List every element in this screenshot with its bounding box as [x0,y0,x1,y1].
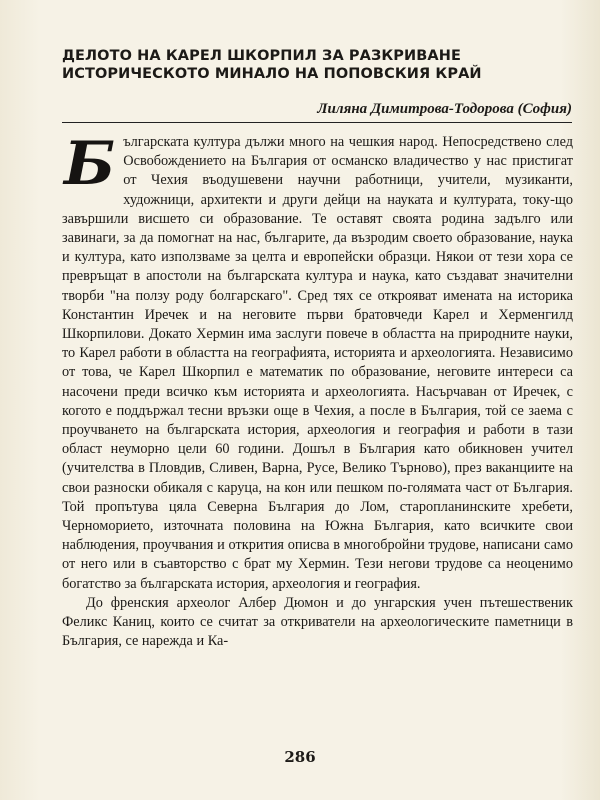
article-title [62,47,572,83]
drop-cap: Б [64,129,116,199]
paragraph-1-text: ългарската култура дължи много на чешкия народ. Непосредствено след Освобождението на България от османско владичество у нас пристигат от Чехия въодушевени научни работници, учители, музиканти, художници, архитекти и други дейци на науката и културата, току-що завършили висшето си образование. Те оставят своята родина задълго или завинаги, за да помогнат на нас, българите, да възродим своето образование, наука и култура, като използваме за целта и европейски образци. Някои от тези хора се превръщат в апостоли на българската култура и наука, като създават значителни творби "на ползу роду болгарскаго". Сред тях се открояват имената на историка Константин Иречек и на неговите първи братовчеди Карел и Херменгилд Шкорпилови. Докато Хермин има заслуги повече в областта на природните науки, то Карел работи в областта на географията, историята и археологията. Независимо от това, че Карел Шкорпил е математик по образование, неговите интереси са насочени преди всичко към историята и археологията. Насърчаван от Иречек, с когото е поддържал тесни връзки още в Чехия, а после в България, той се заема с проучването на българската история, археология и география и работи в тази област неуморно цели 60 години. Дошъл в България като обикновен учител (учителства в Пловдив, Сливен, Варна, Русе, Велико Търново), през ваканциите на свои разноски обикаля с каруца, на кон или пешком по-голямата част от България. Той пропътува цяла Северна България до Лом, старопланинските хребети, Черноморието, източната половина на Южна България, като всичките свои наблюдения, проучвания и открития описва в многобройни трудове, написани само от него или в съавторство с брат му Хермин. Тези негови трудове са неоценимо богатство за българската история, археология и география. [62,134,573,592]
article-body [62,129,573,651]
page-number: 286 [284,748,316,766]
article-author: Лиляна Димитрова-Тодорова (София) [317,101,572,117]
author-divider [62,122,572,123]
paragraph-1 [62,129,573,594]
title-line-1: ДЕЛОТО НА КАРЕЛ ШКОРПИЛ ЗА РАЗКРИВАНЕ [62,48,461,64]
title-line-2: ИСТОРИЧЕСКОТО МИНАЛО НА ПОПОВСКИЯ КРАЙ [62,66,482,82]
paragraph-2: До френския археолог Албер Дюмон и до унгарския учен пътешественик Феликс Каниц, които се считат за откриватели на археологическите паметници в България, се нарежда и Ка- [62,594,573,650]
